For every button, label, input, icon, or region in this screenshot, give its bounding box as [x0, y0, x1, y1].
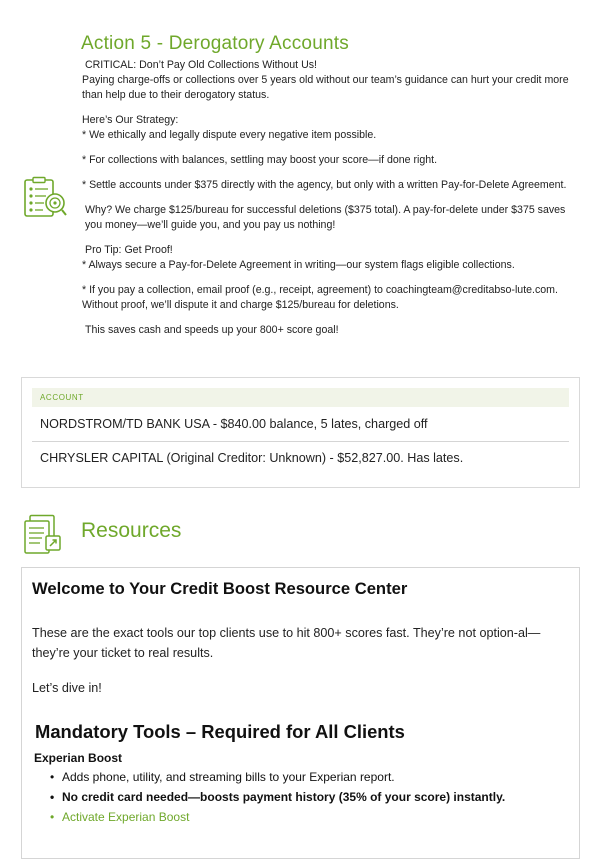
dive-in-line: Let’s dive in! [32, 681, 102, 695]
table-row: CHRYSLER CAPITAL (Original Creditor: Unknown) - $52,827.00. Has lates. [40, 451, 464, 465]
action-body [82, 58, 577, 348]
strategy-item: * For collections with balances, settling may boost your score—if done right. [82, 154, 438, 166]
strategy-item: * Settle accounts under $375 directly with the agency, but only with a written Pay-for-Delete Agreement. [82, 179, 567, 191]
why-paragraph: Why? We charge $125/bureau for successful deletions ($375 total). A pay-for-delete under $375 saves you money—we’ll guide you, and you pay us nothing! [85, 204, 566, 231]
mandatory-tools-heading: Mandatory Tools – Required for All Clients [35, 721, 405, 742]
strategy-heading: Here’s Our Strategy: [82, 114, 179, 126]
list-item: • No credit card needed—boosts payment history (35% of your score) instantly. [34, 787, 505, 807]
list-item: • Adds phone, utility, and streaming bills to your Experian report. [34, 767, 505, 787]
pro-tip-item: * If you pay a collection, email proof (e.g., receipt, agreement) to coachingteam@creditabso-lute.com. Without proof, we’ll dispute it and charge $125/bureau for deletions. [82, 284, 558, 311]
pro-tip-heading: Pro Tip: Get Proof! [85, 244, 173, 256]
critical-body: Paying charge-offs or collections over 5 years old without our team’s guidance can hurt your credit more than help due to their derogatory status. [82, 74, 569, 101]
welcome-heading: Welcome to Your Credit Boost Resource Center [32, 579, 408, 598]
checklist-clipboard-icon [22, 176, 68, 220]
pro-tip-item: * Always secure a Pay-for-Delete Agreement in writing—our system flags eligible collections. [82, 259, 515, 271]
table-header: ACCOUNT [32, 388, 569, 407]
resources-title: Resources [81, 519, 182, 542]
activate-experian-boost-link[interactable]: • Activate Experian Boost [34, 807, 505, 827]
strategy-item: * We ethically and legally dispute every negative item possible. [82, 129, 377, 141]
table-row: NORDSTROM/TD BANK USA - $840.00 balance, 5 lates, charged off [32, 408, 569, 442]
documents-icon [22, 514, 68, 556]
closing-line: This saves cash and speeds up your 800+ score goal! [85, 324, 339, 336]
critical-line: CRITICAL: Don’t Pay Old Collections Without Us! [85, 59, 317, 71]
tool-name: Experian Boost [34, 751, 123, 765]
accounts-table [21, 377, 580, 488]
tool-points-list [34, 767, 505, 827]
resources-panel [21, 567, 580, 859]
intro-paragraph: These are the exact tools our top clients use to hit 800+ scores fast. They’re not option-al—they’re your ticket to real results. [32, 626, 541, 660]
action-title: Action 5 - Derogatory Accounts [81, 33, 349, 54]
